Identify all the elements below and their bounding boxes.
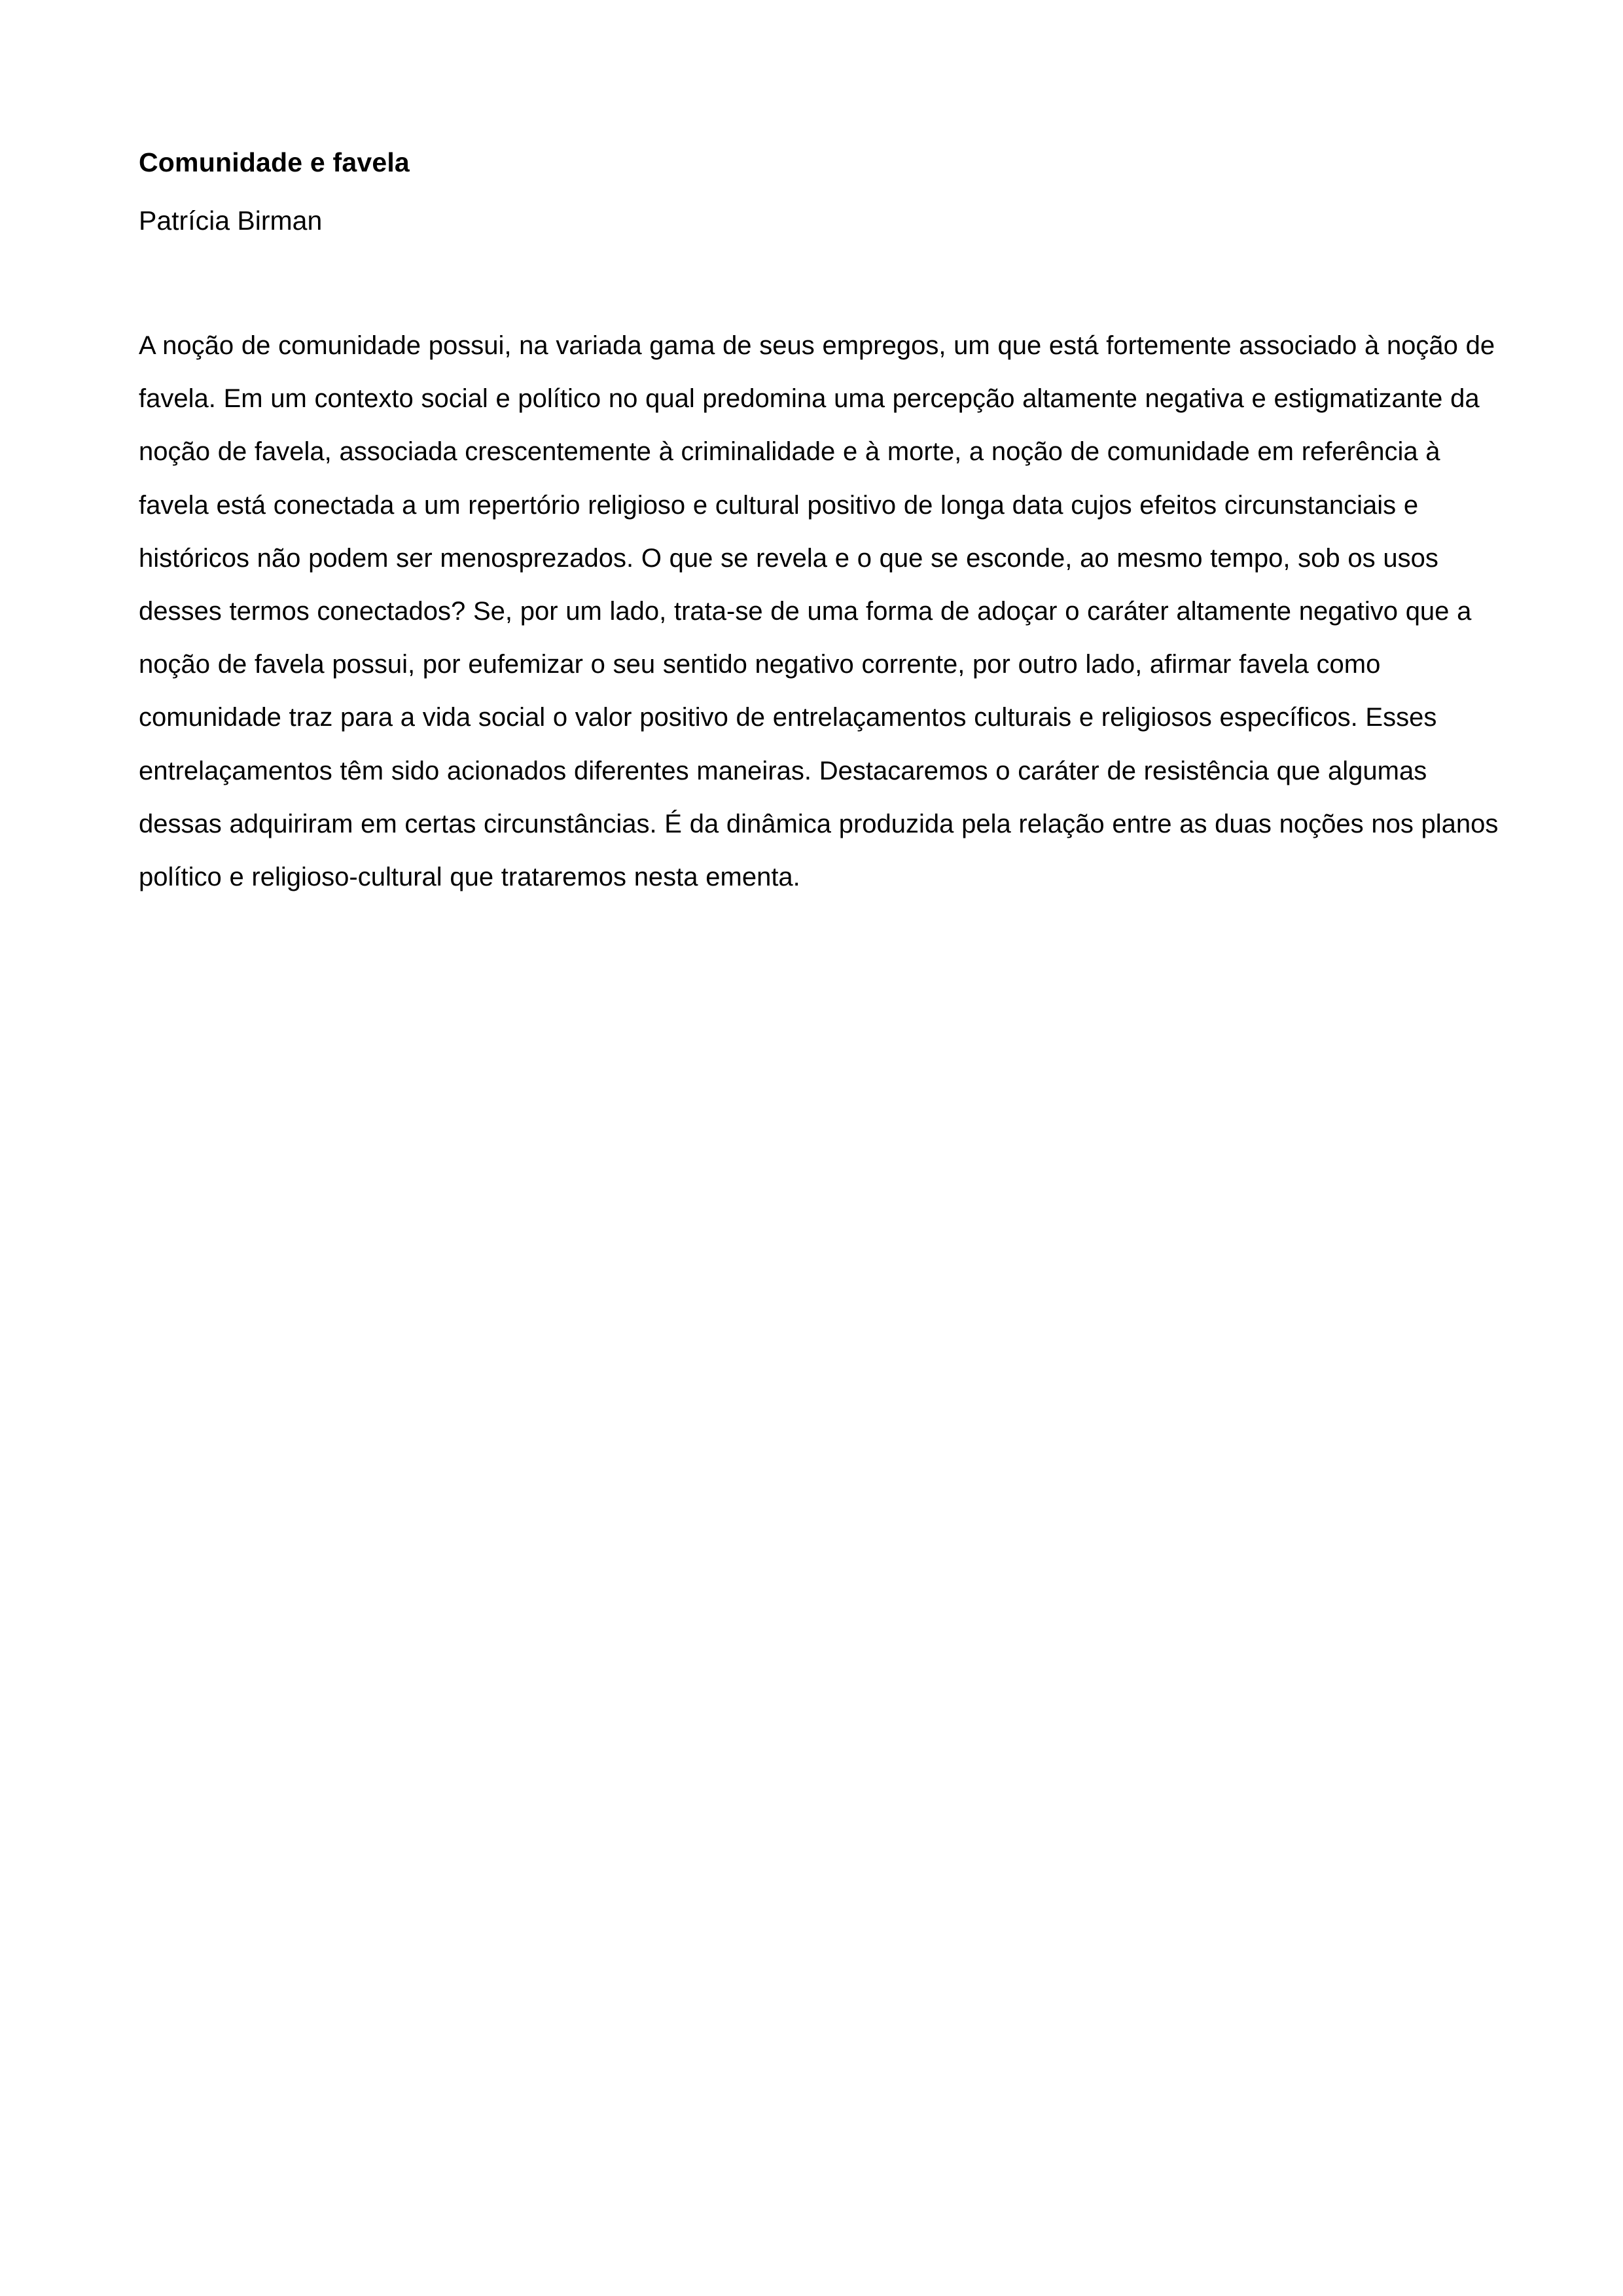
blank-line: [139, 263, 1507, 319]
document-content: [139, 149, 1507, 904]
body-paragraph: A noção de comunidade possui, na variada gama de seus empregos, um que está fortemente associado à noção de favela. Em um contexto social e político no qual predomina uma percepção altamente negativa e estigmatizante da noção de favela, associada crescentemente à criminalidade e à morte, a noção de comunidade em referência à favela está conectada a um repertório religioso e cultural positivo de longa data cujos efeitos circunstanciais e históricos não podem ser menosprezados. O que se revela e o que se esconde, ao mesmo tempo, sob os usos desses termos conectados? Se, por um lado, trata-se de uma forma de adoçar o caráter altamente negativo que a noção de favela possui, por eufemizar o seu sentido negativo corrente, por outro lado, afirmar favela como comunidade traz para a vida social o valor positivo de entrelaçamentos culturais e religiosos específicos. Esses entrelaçamentos têm sido acionados diferentes maneiras. Destacaremos o caráter de resistência que algumas dessas adquiriram em certas circunstâncias. É da dinâmica produzida pela relação entre as duas noções nos planos político e religioso-cultural que trataremos nesta ementa.: [139, 331, 1499, 891]
page-title: Comunidade e favela: [139, 147, 410, 177]
document-author: Patrícia Birman: [139, 206, 323, 236]
